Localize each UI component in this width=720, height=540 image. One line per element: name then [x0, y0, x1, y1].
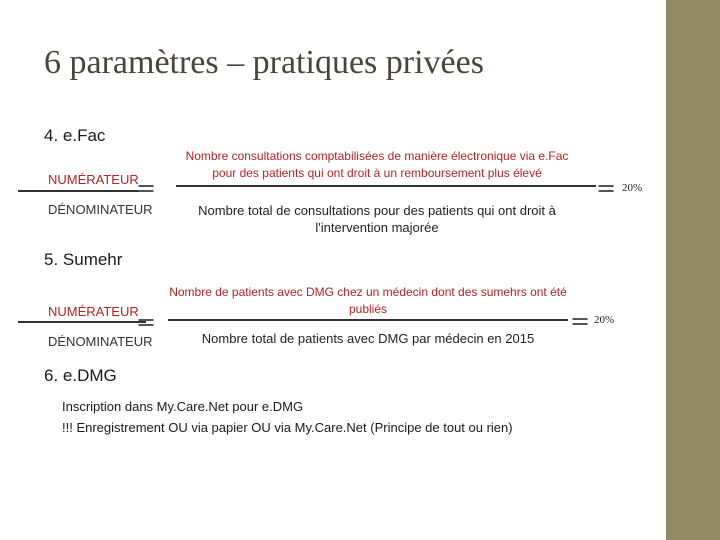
equals-sign-left-sumehr: =	[136, 308, 157, 336]
decorative-sidebar	[666, 0, 720, 540]
section-heading-efac: 4. e.Fac	[44, 126, 106, 145]
numerator-text-efac: Nombre consultations comptabilisées de manière électronique via e.Fac pour des patients qui ont droit à un remboursement plus élevé	[185, 149, 569, 180]
edmg-line-1: Inscription dans My.Care.Net pour e.DMG	[62, 399, 304, 414]
denominator-label-sumehr: DÉNOMINATEUR	[48, 334, 153, 349]
fraction-rule-left-efac	[18, 190, 146, 192]
percentage-sumehr: 20%	[594, 314, 615, 326]
equals-sign-right-sumehr: =	[570, 307, 591, 335]
fraction-rule-sumehr	[168, 319, 568, 321]
numerator-text-sumehr: Nombre de patients avec DMG chez un médecin dont des sumehrs ont été publiés	[169, 285, 567, 316]
edmg-line-2: !!! Enregistrement OU via papier OU via My.Care.Net (Principe de tout ou rien)	[62, 420, 513, 435]
fraction-rule-left-sumehr	[18, 321, 146, 323]
denominator-label-efac: DÉNOMINATEUR	[48, 202, 153, 217]
equals-sign-left-efac: =	[136, 174, 157, 202]
numerator-label-sumehr: NUMÉRATEUR	[48, 304, 139, 319]
denominator-text-sumehr: Nombre total de patients avec DMG par médecin en 2015	[201, 331, 535, 346]
section-heading-edmg: 6. e.DMG	[44, 366, 117, 385]
percentage-efac: 20%	[622, 182, 643, 194]
numerator-label-efac: NUMÉRATEUR	[48, 172, 139, 187]
equals-sign-right-efac: =	[596, 174, 617, 202]
section-heading-sumehr: 5. Sumehr	[44, 250, 123, 269]
fraction-rule-efac	[176, 185, 596, 187]
slide-title: 6 paramètres – pratiques privées	[44, 44, 484, 81]
denominator-text-efac: Nombre total de consultations pour des patients qui ont droit à l'intervention majorée	[198, 203, 556, 235]
